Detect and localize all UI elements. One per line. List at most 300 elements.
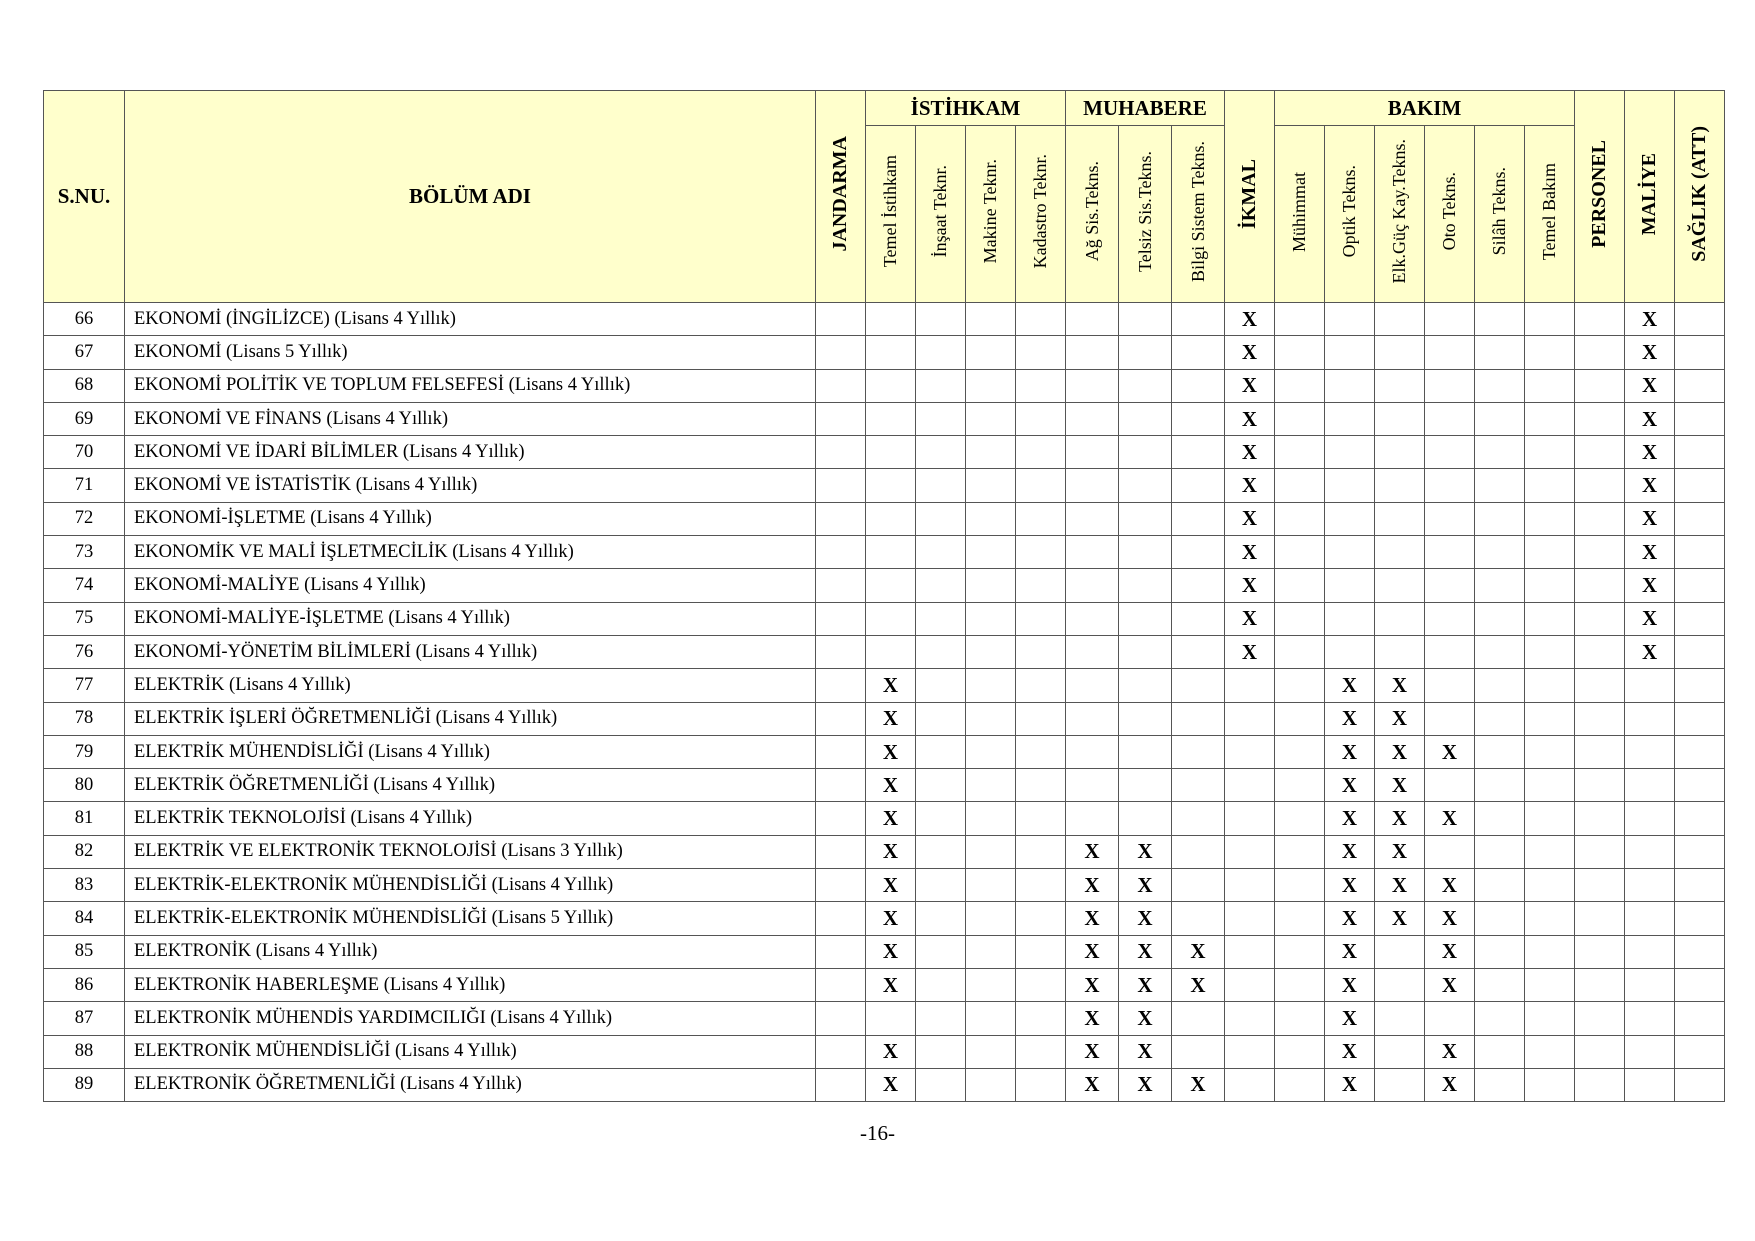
mark-cell [966, 536, 1016, 569]
mark-cell: X [1425, 869, 1475, 902]
mark-cell [1325, 436, 1375, 469]
row-department-name: ELEKTRONİK (Lisans 4 Yıllık) [125, 935, 816, 968]
table-row [44, 303, 1725, 336]
mark-cell [1325, 369, 1375, 402]
mark-cell [1275, 502, 1325, 535]
mark-cell [1375, 436, 1425, 469]
mark-cell [1375, 569, 1425, 602]
mark-cell [966, 602, 1016, 635]
mark-cell [1172, 602, 1225, 635]
mark-cell [916, 1068, 966, 1101]
mark-cell: X [1325, 835, 1375, 868]
mark-cell [1172, 469, 1225, 502]
mark-cell: X [1325, 869, 1375, 902]
mark-cell [1275, 436, 1325, 469]
mark-cell: X [1119, 1002, 1172, 1035]
mark-cell [1225, 869, 1275, 902]
mark-cell [1275, 336, 1325, 369]
mark-cell: X [1172, 1068, 1225, 1101]
subheader-insaat-teknr: İnşaat Teknr. [916, 126, 966, 303]
mark-cell [1225, 702, 1275, 735]
mark-cell [1475, 1035, 1525, 1068]
maliye-header: MALİYE [1625, 91, 1675, 303]
mark-cell [1066, 369, 1119, 402]
subheader-temel-istihkam: Temel İstihkam [866, 126, 916, 303]
mark-cell [1525, 303, 1575, 336]
mark-cell: X [1325, 1068, 1375, 1101]
mark-cell [916, 635, 966, 668]
row-sn: 77 [44, 669, 125, 702]
row-department-name: EKONOMİ-YÖNETİM BİLİMLERİ (Lisans 4 Yıllık) [125, 635, 816, 668]
row-department-name: ELEKTRONİK MÜHENDİS YARDIMCILIĞI (Lisans 4 Yıllık) [125, 1002, 816, 1035]
mark-cell [1275, 536, 1325, 569]
mark-cell: X [1225, 536, 1275, 569]
mark-cell [1325, 569, 1375, 602]
mark-cell [816, 802, 866, 835]
mark-cell [1425, 702, 1475, 735]
mark-cell [916, 735, 966, 768]
mark-cell [816, 769, 866, 802]
saglik-header: SAĞLIK (ATT) [1675, 91, 1725, 303]
row-sn: 80 [44, 769, 125, 802]
mark-cell [1575, 303, 1625, 336]
mark-cell [1325, 635, 1375, 668]
mark-cell [1119, 702, 1172, 735]
mark-cell [966, 669, 1016, 702]
row-sn: 81 [44, 802, 125, 835]
mark-cell [816, 536, 866, 569]
mark-cell [1525, 635, 1575, 668]
mark-cell [1675, 769, 1725, 802]
mark-cell [1119, 769, 1172, 802]
mark-cell [966, 502, 1016, 535]
mark-cell [1066, 502, 1119, 535]
mark-cell [816, 735, 866, 768]
mark-cell [1275, 569, 1325, 602]
mark-cell: X [1119, 1035, 1172, 1068]
row-department-name: ELEKTRONİK MÜHENDİSLİĞİ (Lisans 4 Yıllık) [125, 1035, 816, 1068]
mark-cell: X [1375, 869, 1425, 902]
mark-cell: X [1625, 502, 1675, 535]
mark-cell [1625, 1035, 1675, 1068]
row-sn: 67 [44, 336, 125, 369]
mark-cell [1172, 869, 1225, 902]
mark-cell: X [1325, 1002, 1375, 1035]
mark-cell [1675, 968, 1725, 1001]
mark-cell [1119, 469, 1172, 502]
row-department-name: ELEKTRİK-ELEKTRONİK MÜHENDİSLİĞİ (Lisans 4 Yıllık) [125, 869, 816, 902]
mark-cell: X [1625, 336, 1675, 369]
mark-cell [1525, 702, 1575, 735]
mark-cell [1016, 502, 1066, 535]
mark-cell: X [1425, 802, 1475, 835]
mark-cell: X [1066, 935, 1119, 968]
mark-cell: X [866, 935, 916, 968]
mark-cell [1525, 602, 1575, 635]
mark-cell [1119, 402, 1172, 435]
mark-cell [916, 835, 966, 868]
row-sn: 87 [44, 1002, 125, 1035]
mark-cell [1525, 935, 1575, 968]
mark-cell [1225, 968, 1275, 1001]
mark-cell [1675, 536, 1725, 569]
mark-cell [966, 303, 1016, 336]
mark-cell [1275, 402, 1325, 435]
mark-cell: X [1119, 935, 1172, 968]
mark-cell [1275, 669, 1325, 702]
mark-cell [816, 502, 866, 535]
mark-cell [1625, 968, 1675, 1001]
mark-cell [1016, 602, 1066, 635]
mark-cell [816, 702, 866, 735]
table-row [44, 769, 1725, 802]
mark-cell [1475, 602, 1525, 635]
mark-cell: X [1375, 902, 1425, 935]
mark-cell [1325, 303, 1375, 336]
subheader-kadastro-teknr: Kadastro Teknr. [1016, 126, 1066, 303]
table-row [44, 436, 1725, 469]
mark-cell [816, 569, 866, 602]
table-row [44, 1035, 1725, 1068]
mark-cell [1275, 802, 1325, 835]
mark-cell [1066, 569, 1119, 602]
mark-cell [816, 602, 866, 635]
mark-cell [1575, 902, 1625, 935]
bakim-group-header: BAKIM [1275, 91, 1575, 126]
subheader-silah-tekns: Silâh Tekns. [1475, 126, 1525, 303]
row-department-name: ELEKTRİK-ELEKTRONİK MÜHENDİSLİĞİ (Lisans 5 Yıllık) [125, 902, 816, 935]
mark-cell: X [1225, 402, 1275, 435]
mark-cell [1016, 902, 1066, 935]
mark-cell [1525, 336, 1575, 369]
mark-cell [1625, 669, 1675, 702]
mark-cell [1172, 536, 1225, 569]
mark-cell [1066, 303, 1119, 336]
mark-cell [1675, 669, 1725, 702]
mark-cell [1675, 436, 1725, 469]
mark-cell [1525, 536, 1575, 569]
mark-cell [1172, 669, 1225, 702]
mark-cell [1172, 369, 1225, 402]
assignment-table [43, 90, 1725, 1102]
mark-cell [1575, 536, 1625, 569]
mark-cell: X [1625, 569, 1675, 602]
mark-cell: X [1425, 935, 1475, 968]
mark-cell [1625, 902, 1675, 935]
mark-cell [1625, 1068, 1675, 1101]
mark-cell [1525, 1035, 1575, 1068]
mark-cell [1172, 569, 1225, 602]
mark-cell [1225, 1035, 1275, 1068]
row-sn: 86 [44, 968, 125, 1001]
mark-cell [1325, 402, 1375, 435]
mark-cell [1675, 935, 1725, 968]
mark-cell [1016, 769, 1066, 802]
mark-cell [1375, 502, 1425, 535]
mark-cell [1119, 735, 1172, 768]
mark-cell [916, 436, 966, 469]
row-department-name: EKONOMİ-MALİYE (Lisans 4 Yıllık) [125, 569, 816, 602]
mark-cell [1675, 303, 1725, 336]
mark-cell: X [1225, 502, 1275, 535]
table-row [44, 935, 1725, 968]
table-row [44, 336, 1725, 369]
mark-cell [1066, 802, 1119, 835]
mark-cell [1016, 669, 1066, 702]
mark-cell: X [1172, 968, 1225, 1001]
mark-cell: X [1119, 835, 1172, 868]
mark-cell [916, 669, 966, 702]
mark-cell [816, 635, 866, 668]
mark-cell [1016, 835, 1066, 868]
mark-cell: X [1625, 436, 1675, 469]
row-sn: 89 [44, 1068, 125, 1101]
mark-cell [916, 968, 966, 1001]
mark-cell [1675, 502, 1725, 535]
mark-cell [1675, 1002, 1725, 1035]
mark-cell: X [1325, 1035, 1375, 1068]
mark-cell [916, 769, 966, 802]
mark-cell [1475, 336, 1525, 369]
mark-cell [1675, 835, 1725, 868]
mark-cell [1425, 469, 1475, 502]
mark-cell: X [1066, 1068, 1119, 1101]
mark-cell [1225, 802, 1275, 835]
mark-cell [1525, 669, 1575, 702]
mark-cell: X [866, 769, 916, 802]
mark-cell [1475, 502, 1525, 535]
mark-cell [916, 1002, 966, 1035]
mark-cell [1119, 336, 1172, 369]
mark-cell [1525, 569, 1575, 602]
table-row [44, 602, 1725, 635]
table-row [44, 1068, 1725, 1101]
mark-cell [816, 436, 866, 469]
personel-header: PERSONEL [1575, 91, 1625, 303]
mark-cell [1675, 869, 1725, 902]
mark-cell [1172, 835, 1225, 868]
mark-cell [1172, 1035, 1225, 1068]
row-sn: 82 [44, 835, 125, 868]
mark-cell [1172, 502, 1225, 535]
mark-cell: X [1066, 869, 1119, 902]
mark-cell [1225, 769, 1275, 802]
mark-cell [1675, 569, 1725, 602]
mark-cell: X [1225, 569, 1275, 602]
mark-cell [1225, 835, 1275, 868]
mark-cell [1425, 569, 1475, 602]
mark-cell [1675, 402, 1725, 435]
mark-cell [1172, 702, 1225, 735]
mark-cell: X [1625, 369, 1675, 402]
mark-cell: X [1325, 802, 1375, 835]
mark-cell [966, 935, 1016, 968]
row-sn: 69 [44, 402, 125, 435]
mark-cell [1275, 602, 1325, 635]
mark-cell [1525, 769, 1575, 802]
row-department-name: EKONOMİ POLİTİK VE TOPLUM FELSEFESİ (Lisans 4 Yıllık) [125, 369, 816, 402]
mark-cell [1016, 1035, 1066, 1068]
mark-cell [916, 536, 966, 569]
mark-cell [1325, 336, 1375, 369]
mark-cell [1119, 536, 1172, 569]
mark-cell [1675, 1035, 1725, 1068]
mark-cell [1475, 968, 1525, 1001]
row-department-name: ELEKTRİK TEKNOLOJİSİ (Lisans 4 Yıllık) [125, 802, 816, 835]
mark-cell [1675, 369, 1725, 402]
jandarma-header: JANDARMA [816, 91, 866, 303]
muhabere-group-header: MUHABERE [1066, 91, 1225, 126]
mark-cell [1675, 336, 1725, 369]
table-row [44, 536, 1725, 569]
table-row [44, 669, 1725, 702]
mark-cell [1066, 635, 1119, 668]
mark-cell [1575, 1035, 1625, 1068]
mark-cell: X [1066, 902, 1119, 935]
mark-cell [916, 702, 966, 735]
mark-cell [1172, 635, 1225, 668]
mark-cell [1016, 968, 1066, 1001]
mark-cell: X [1425, 735, 1475, 768]
mark-cell [1016, 369, 1066, 402]
mark-cell: X [1225, 336, 1275, 369]
subheader-elk-guc-kay-tekns: Elk.Güç Kay.Tekns. [1375, 126, 1425, 303]
mark-cell [966, 436, 1016, 469]
mark-cell [966, 369, 1016, 402]
mark-cell [1475, 835, 1525, 868]
mark-cell [1575, 569, 1625, 602]
mark-cell [1575, 602, 1625, 635]
mark-cell [1525, 369, 1575, 402]
mark-cell [1375, 402, 1425, 435]
mark-cell [1275, 635, 1325, 668]
mark-cell: X [866, 802, 916, 835]
mark-cell: X [1625, 635, 1675, 668]
subheader-makine-teknr: Makine Teknr. [966, 126, 1016, 303]
mark-cell [866, 469, 916, 502]
row-department-name: EKONOMİ VE İDARİ BİLİMLER (Lisans 4 Yıllık) [125, 436, 816, 469]
table-row [44, 702, 1725, 735]
mark-cell [966, 469, 1016, 502]
mark-cell [1016, 1002, 1066, 1035]
mark-cell: X [1225, 303, 1275, 336]
mark-cell [1525, 1068, 1575, 1101]
mark-cell [1119, 669, 1172, 702]
mark-cell [1475, 802, 1525, 835]
mark-cell [1575, 835, 1625, 868]
mark-cell [1525, 402, 1575, 435]
mark-cell: X [1375, 702, 1425, 735]
mark-cell [1625, 735, 1675, 768]
mark-cell [816, 303, 866, 336]
mark-cell [1275, 935, 1325, 968]
mark-cell [1525, 968, 1575, 1001]
mark-cell [1475, 935, 1525, 968]
mark-cell [1525, 802, 1575, 835]
mark-cell: X [866, 1035, 916, 1068]
mark-cell: X [1225, 436, 1275, 469]
mark-cell [866, 635, 916, 668]
page-number: -16- [860, 1121, 895, 1145]
mark-cell [966, 1035, 1016, 1068]
mark-cell [916, 869, 966, 902]
mark-cell [866, 402, 916, 435]
mark-cell [1425, 669, 1475, 702]
table-row [44, 735, 1725, 768]
mark-cell [1275, 369, 1325, 402]
mark-cell [1066, 536, 1119, 569]
mark-cell: X [1325, 769, 1375, 802]
mark-cell [1575, 968, 1625, 1001]
mark-cell: X [1119, 869, 1172, 902]
mark-cell [1575, 669, 1625, 702]
subheader-oto-tekns: Oto Tekns. [1425, 126, 1475, 303]
mark-cell [1325, 469, 1375, 502]
subheader-temel-bakim: Temel Bakım [1525, 126, 1575, 303]
mark-cell [1066, 436, 1119, 469]
mark-cell [1475, 735, 1525, 768]
mark-cell [1172, 802, 1225, 835]
mark-cell: X [1375, 769, 1425, 802]
row-department-name: EKONOMİK VE MALİ İŞLETMECİLİK (Lisans 4 Yıllık) [125, 536, 816, 569]
mark-cell [1575, 769, 1625, 802]
mark-cell [966, 1002, 1016, 1035]
mark-cell [1275, 968, 1325, 1001]
mark-cell [1275, 303, 1325, 336]
mark-cell [1172, 1002, 1225, 1035]
mark-cell [1225, 902, 1275, 935]
mark-cell: X [1066, 1035, 1119, 1068]
mark-cell [1225, 935, 1275, 968]
mark-cell [1575, 369, 1625, 402]
mark-cell [1675, 602, 1725, 635]
mark-cell [1525, 835, 1575, 868]
table-row [44, 635, 1725, 668]
mark-cell: X [1066, 1002, 1119, 1035]
mark-cell [916, 502, 966, 535]
mark-cell [1575, 635, 1625, 668]
mark-cell [1275, 769, 1325, 802]
department-name-header: BÖLÜM ADI [125, 91, 816, 303]
mark-cell [1425, 502, 1475, 535]
mark-cell [1119, 635, 1172, 668]
mark-cell: X [866, 902, 916, 935]
mark-cell [816, 402, 866, 435]
mark-cell [1172, 769, 1225, 802]
mark-cell [1575, 702, 1625, 735]
mark-cell: X [1375, 669, 1425, 702]
mark-cell [1475, 769, 1525, 802]
mark-cell [1425, 336, 1475, 369]
subheader-telsiz-sis-tekns: Telsiz Sis.Tekns. [1119, 126, 1172, 303]
mark-cell [1575, 802, 1625, 835]
subheader-muhimmat: Mühimmat [1275, 126, 1325, 303]
mark-cell [1016, 402, 1066, 435]
mark-cell [1525, 869, 1575, 902]
table-row [44, 835, 1725, 868]
mark-cell [1016, 635, 1066, 668]
mark-cell [1625, 802, 1675, 835]
mark-cell [916, 336, 966, 369]
mark-cell [1525, 436, 1575, 469]
mark-cell [1172, 336, 1225, 369]
mark-cell [1675, 635, 1725, 668]
mark-cell [916, 303, 966, 336]
mark-cell: X [1625, 469, 1675, 502]
mark-cell [966, 702, 1016, 735]
mark-cell: X [1225, 369, 1275, 402]
mark-cell: X [866, 835, 916, 868]
